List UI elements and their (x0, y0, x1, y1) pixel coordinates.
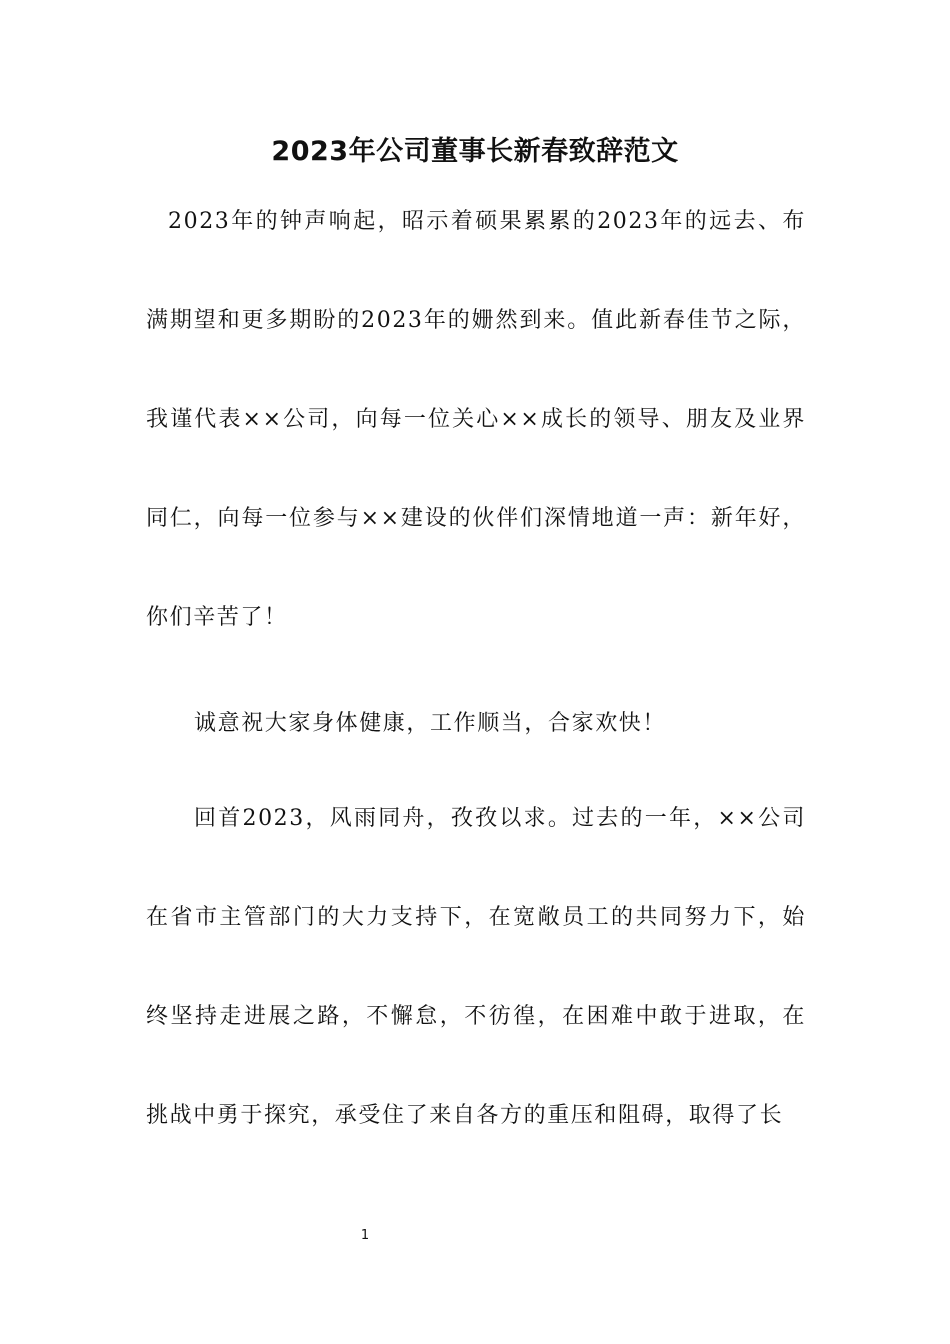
paragraph-review: 回首2023，风雨同舟，孜孜以求。过去的一年，××公司在省市主管部门的大力支持下，在宽敞员工的共同努力下，始终坚持走进展之路，不懈怠，不彷徨，在困难中敢于进取，在挑战中勇于探究，承受住了来自各方的重压和阻碍，取得了长 (146, 806, 806, 1128)
page-number: 1 (360, 1228, 370, 1243)
document-title: 2023年公司董事长新春致辞范文 (271, 136, 679, 167)
paragraph-opening: 2023年的钟声响起，昭示着硕果累累的2023年的远去、布满期望和更多期盼的2023年的姗然到来。值此新春佳节之际，我谨代表××公司，向每一位关心××成长的领导、朋友及业界同仁，向每一位参与××建设的伙伴们深情地道一声：新年好，你们辛苦了！ (146, 209, 806, 630)
paragraph-wishes: 诚意祝大家身体健康，工作顺当，合家欢快！ (194, 711, 667, 736)
